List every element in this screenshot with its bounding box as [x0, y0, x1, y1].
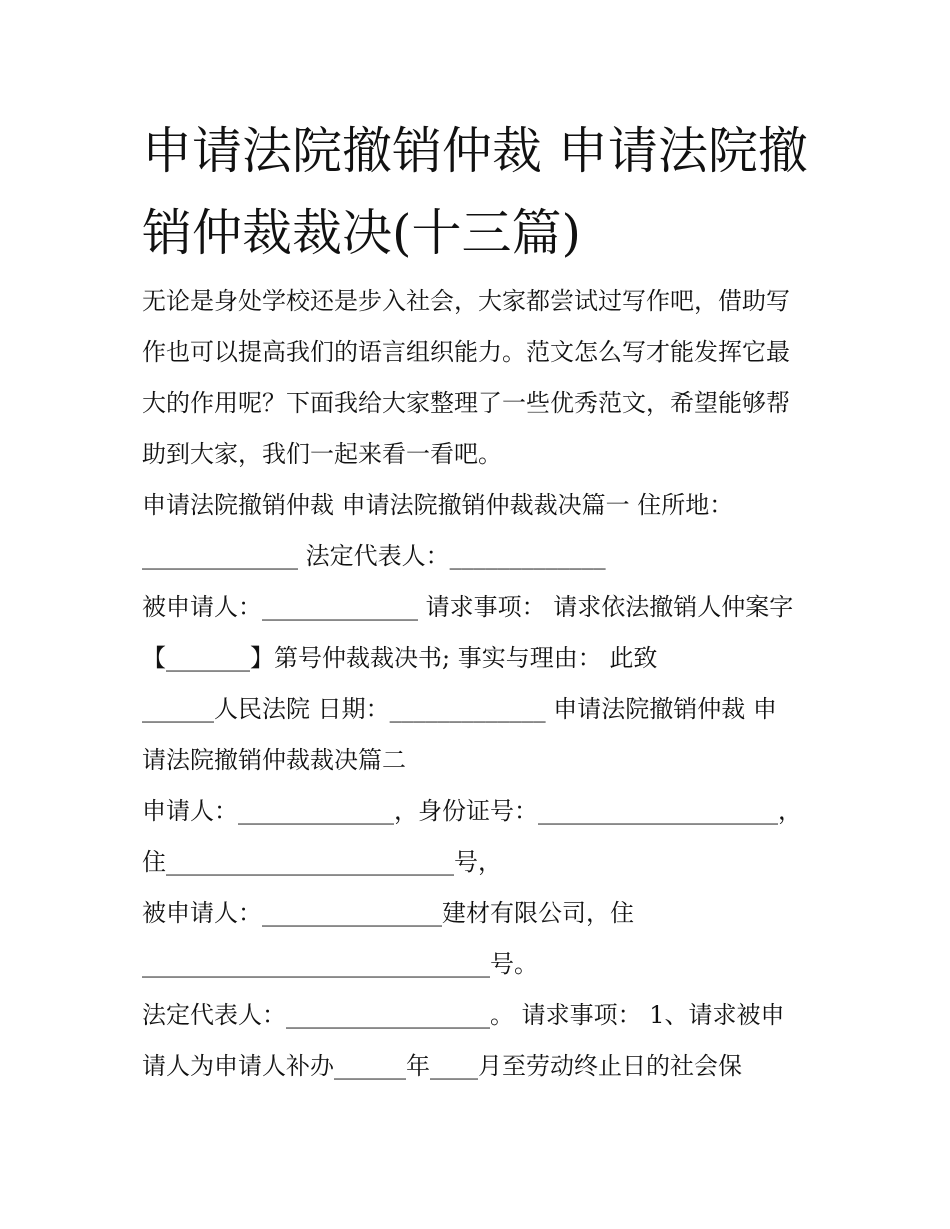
body-line-11: 申请人：_____________，身份证号：____________________，	[142, 797, 802, 825]
title-line-1: 申请法院撤销仲裁 申请法院撤	[142, 122, 808, 180]
body-line-16: 请人为申请人补办______年____月至劳动终止日的社会保	[142, 1052, 742, 1080]
body-line-7: 被申请人：_____________ 请求事项： 请求依法撤销人仲案字	[142, 593, 794, 621]
body-line-13: 被申请人：_______________建材有限公司，住	[142, 899, 634, 927]
body-line-2: 作也可以提高我们的语言组织能力。范文怎么写才能发挥它最	[142, 338, 790, 366]
body-line-6: _____________ 法定代表人：_____________	[142, 542, 606, 570]
body-line-10: 请法院撤销仲裁裁决篇二	[142, 746, 406, 774]
body-line-8: 【_______】第号仲裁裁决书; 事实与理由： 此致	[142, 644, 658, 672]
body-line-3: 大的作用呢？下面我给大家整理了一些优秀范文，希望能够帮	[142, 389, 790, 417]
title-line-2: 销仲裁裁决(十三篇)	[142, 204, 582, 262]
body-line-15: 法定代表人：_________________。 请求事项： 1、请求被申	[142, 1001, 785, 1029]
body-line-1: 无论是身处学校还是步入社会，大家都尝试过写作吧，借助写	[142, 287, 790, 315]
document-title	[142, 110, 822, 274]
body-line-12: 住________________________号，	[142, 848, 502, 876]
body-line-9: ______人民法院 日期：_____________ 申请法院撤销仲裁 申	[142, 695, 777, 723]
body-line-14: _____________________________号。	[142, 950, 538, 978]
body-line-5: 申请法院撤销仲裁 申请法院撤销仲裁裁决篇一 住所地：	[142, 491, 734, 519]
body-line-4: 助到大家，我们一起来看一看吧。	[142, 440, 502, 468]
